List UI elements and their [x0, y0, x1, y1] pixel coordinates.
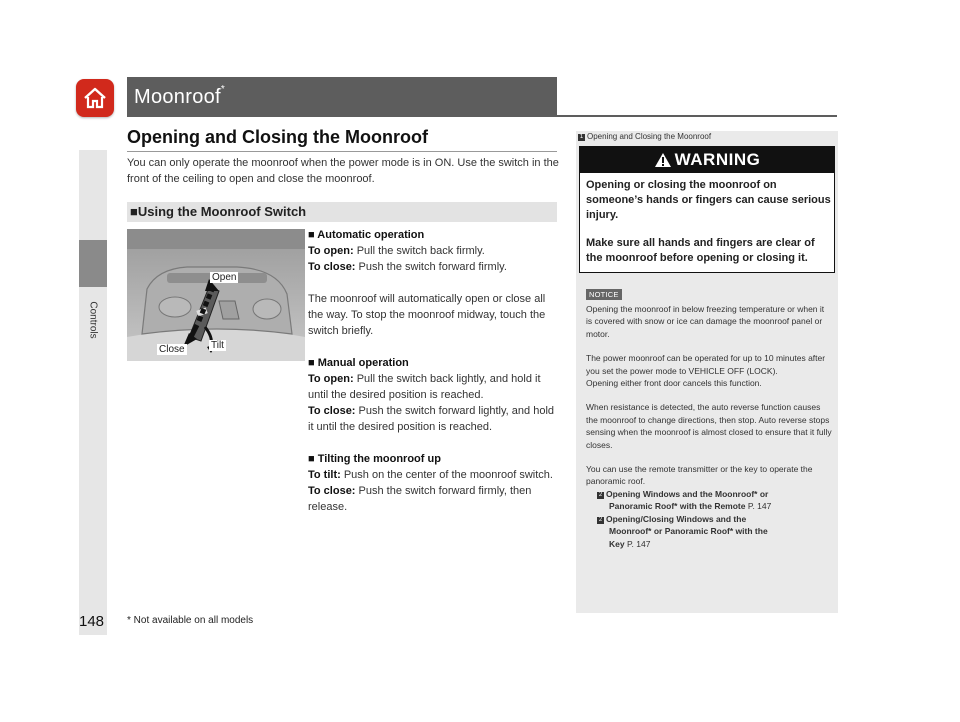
instructions-body	[308, 227, 560, 515]
xref-arrow-icon: 2	[598, 491, 603, 498]
section-rule	[127, 151, 557, 152]
warning-text-1: Opening or closing the moonroof on someone’s hands or fingers can cause serious injury.	[586, 179, 831, 221]
note-front-door: Opening either front door cancels this function.	[586, 378, 762, 389]
header-rule	[127, 115, 837, 117]
tilt-close-text: Push the switch forward firmly, then release.	[308, 485, 532, 513]
home-button[interactable]	[76, 79, 114, 117]
figure-label-tilt: Tilt	[211, 340, 224, 351]
note-power-mode: The power moonroof can be operated for up to 10 minutes after you set the power mode to VEHICLE OFF (LOCK).	[586, 353, 826, 376]
auto-open-label: To open:	[308, 245, 354, 257]
auto-open-text: Pull the switch back firmly.	[356, 245, 485, 257]
figure-label-close: Close	[159, 344, 185, 355]
manual-close-text: Push the switch forward lightly, and hold it until the desired position is reached.	[308, 405, 555, 433]
subsection-title: ■Using the Moonroof Switch	[130, 204, 307, 219]
xref-arrow-icon: 2	[598, 516, 603, 523]
notice-text: Opening the moonroof in below freezing temperature or when it is covered with snow or ice can damage the moonroof panel or motor.	[586, 304, 825, 339]
sidebar-tab-strip	[79, 150, 107, 635]
figure-label-open: Open	[212, 272, 237, 283]
tilt-heading: ■ Tilting the moonroof up	[308, 453, 441, 465]
manual-close-label: To close:	[308, 405, 356, 417]
note-auto-reverse: When resistance is detected, the auto reverse function causes the moonroof to change directions, then stop. Auto reverse stops sensing when the moonroof is almost closed to ensure that it fully closes.	[586, 402, 832, 450]
xref-remote-link[interactable]: 2 Opening Windows and the Moonroof* or Panoramic Roof* with the Remote P. 147	[598, 488, 772, 512]
manual-open-text: Pull the switch back lightly, and hold it until the desired position is reached.	[308, 373, 541, 401]
side-notes	[586, 303, 832, 550]
page-title: Moonroof*	[134, 84, 226, 108]
title-footnote-mark: *	[220, 84, 226, 95]
sidebar-label: Controls	[87, 301, 99, 339]
xref-key-link[interactable]: 2 Opening/Closing Windows and the Moonroof* or Panoramic Roof* with the Key P. 147	[598, 513, 768, 549]
warning-header	[580, 147, 834, 173]
home-icon	[82, 86, 108, 110]
warning-icon	[654, 152, 672, 168]
notice-badge: NOTICE	[586, 289, 622, 300]
footnote: * Not available on all models	[127, 615, 254, 626]
auto-note: The moonroof will automatically open or close all the way. To stop the moonroof midway, touch the switch briefly.	[308, 293, 546, 337]
auto-close-text: Push the switch forward firmly.	[358, 261, 507, 273]
moonroof-switch-figure	[127, 229, 305, 361]
note-remote: You can use the remote transmitter or the key to operate the panoramic roof.	[586, 464, 813, 487]
manual-heading: ■ Manual operation	[308, 357, 409, 369]
warning-title: WARNING	[674, 150, 761, 169]
side-caption: 1 Opening and Closing the Moonroof	[579, 132, 712, 141]
manual-open-label: To open:	[308, 373, 354, 385]
section-title: Opening and Closing the Moonroof	[127, 127, 428, 147]
auto-close-label: To close:	[308, 261, 356, 273]
tilt-text: Push on the center of the moonroof switch.	[343, 469, 553, 481]
page-number: 148	[79, 613, 105, 630]
tilt-label: To tilt:	[308, 469, 341, 481]
warning-text-2: Make sure all hands and fingers are clear of the moonroof before opening or closing it.	[586, 237, 815, 264]
tilt-close-label: To close:	[308, 485, 356, 497]
sidebar-active-marker	[79, 240, 107, 287]
sidebar-chapter-link[interactable]	[79, 290, 107, 350]
reference-icon: 1	[579, 134, 584, 140]
auto-heading: ■ Automatic operation	[308, 229, 425, 241]
section-intro: You can only operate the moonroof when the power mode is in ON. Use the switch in the front of the ceiling to open and close the moonroof.	[127, 157, 559, 185]
